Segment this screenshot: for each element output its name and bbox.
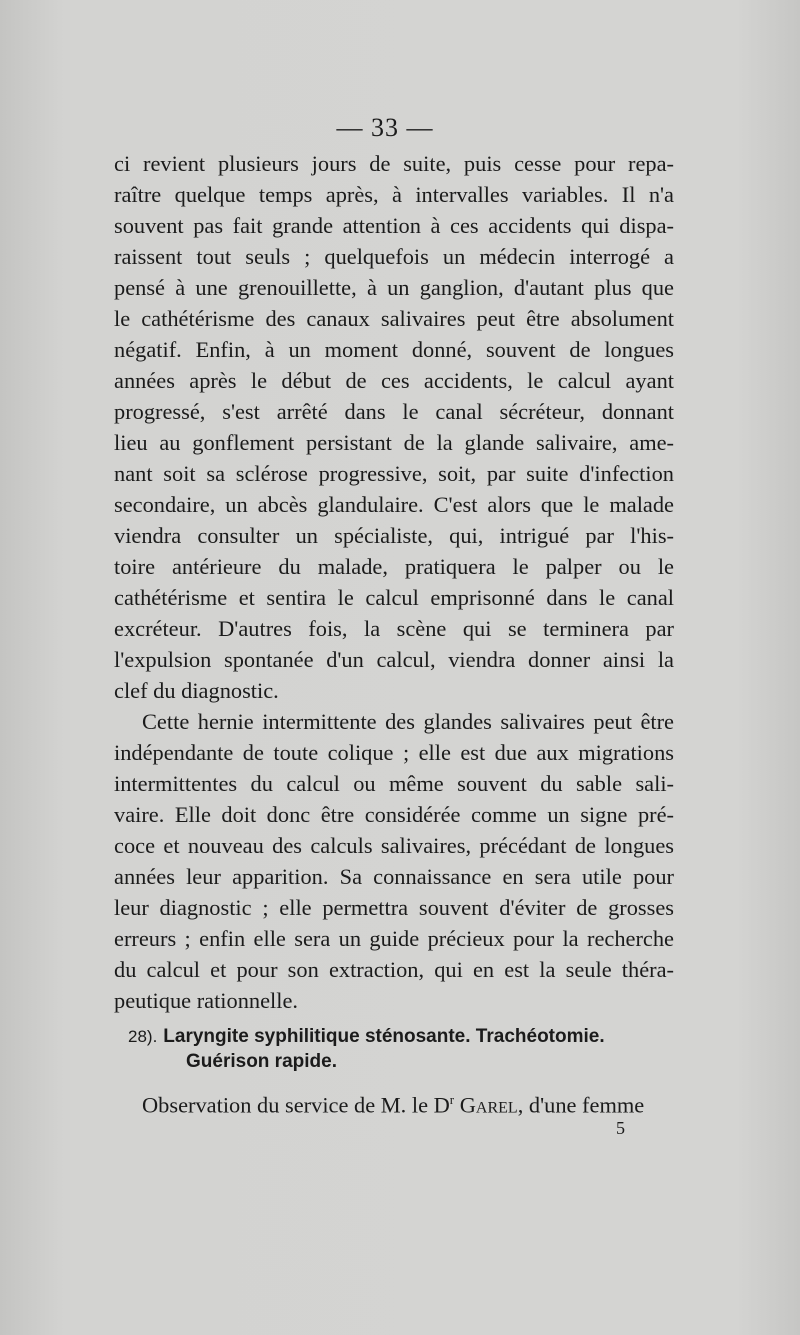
page-number: — 33 — xyxy=(336,113,434,142)
text-line: années leur apparition. Sa connaissance en sera utile pour xyxy=(114,864,674,889)
text-line: progressé, s'est arrêté dans le canal sécréteur, donnant xyxy=(114,399,674,424)
text-line: raître quelque temps après, à intervalles variables. Il n'a xyxy=(114,182,674,207)
text-line: peutique rationnelle. xyxy=(114,988,299,1013)
observation-name: Garel xyxy=(459,1092,518,1118)
observation-superscript: r xyxy=(449,1092,455,1107)
observation-after: , d'une femme xyxy=(517,1092,645,1118)
text-line: erreurs ; enfin elle sera un guide précieux pour la recherche xyxy=(114,926,674,951)
text-line: l'expulsion spontanée d'un calcul, viendra donner ainsi la xyxy=(114,647,674,672)
heading-line-2: Guérison rapide. xyxy=(186,1051,337,1072)
text-line: ci revient plusieurs jours de suite, puis cesse pour repa- xyxy=(114,151,674,176)
text-line: excréteur. D'autres fois, la scène qui se terminera par xyxy=(114,616,674,641)
heading-number: 28). xyxy=(128,1027,158,1046)
text-line: clef du diagnostic. xyxy=(114,678,279,703)
text-line: nant soit sa sclérose progressive, soit, par suite d'infection xyxy=(114,461,674,486)
text-line: indépendante de toute colique ; elle est due aux migrations xyxy=(114,740,674,765)
heading-line-1: Laryngite syphilitique sténosante. Trachéotomie. xyxy=(163,1026,605,1047)
text-line: secondaire, un abcès glandulaire. C'est alors que le malade xyxy=(114,492,674,517)
text-line: lieu au gonflement persistant de la glande salivaire, ame- xyxy=(114,430,674,455)
text-line: toire antérieure du malade, pratiquera le palper ou le xyxy=(114,554,674,579)
text-line: leur diagnostic ; elle permettra souvent d'éviter de grosses xyxy=(114,895,674,920)
section-heading xyxy=(128,1024,688,1074)
text-line: raissent tout seuls ; quelquefois un médecin interrogé a xyxy=(114,244,674,269)
signature-mark: 5 xyxy=(616,1118,625,1138)
text-line: cathétérisme et sentira le calcul emprisonné dans le canal xyxy=(114,585,674,610)
text-line: le cathétérisme des canaux salivaires peut être absolument xyxy=(114,306,674,331)
observation-text xyxy=(114,1084,678,1120)
text-line: vaire. Elle doit donc être considérée comme un signe pré- xyxy=(114,802,674,827)
paragraph-2 xyxy=(114,706,674,1016)
paragraph-1 xyxy=(114,148,674,706)
text-line: Cette hernie intermittente des glandes salivaires peut être xyxy=(142,709,674,734)
text-line: pensé à une grenouillette, à un ganglion, d'autant plus que xyxy=(114,275,674,300)
text-line: du calcul et pour son extraction, qui en est la seule théra- xyxy=(114,957,674,982)
text-line: intermittentes du calcul ou même souvent du sable sali- xyxy=(114,771,674,796)
observation-before: Observation du service de M. le D xyxy=(142,1092,450,1118)
text-line: années après le début de ces accidents, le calcul ayant xyxy=(114,368,674,393)
text-line: négatif. Enfin, à un moment donné, souvent de longues xyxy=(114,337,674,362)
text-line: coce et nouveau des calculs salivaires, précédant de longues xyxy=(114,833,674,858)
body-text xyxy=(114,148,674,1016)
text-line: viendra consulter un spécialiste, qui, intrigué par l'his- xyxy=(114,523,674,548)
observation-line xyxy=(114,1084,678,1120)
text-line: souvent pas fait grande attention à ces accidents qui dispa- xyxy=(114,213,674,238)
